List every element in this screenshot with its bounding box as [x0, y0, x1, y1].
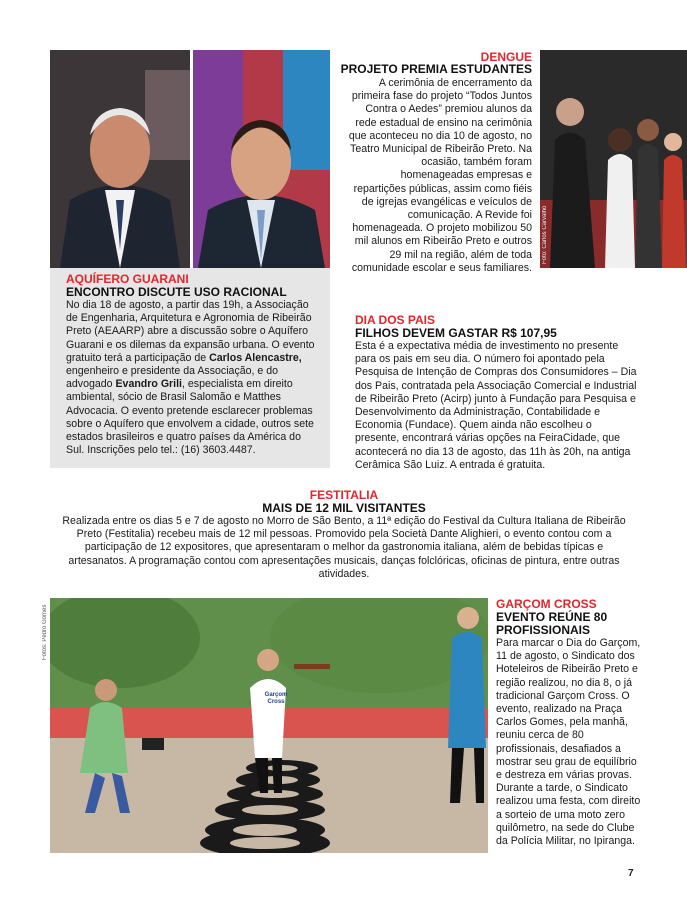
- dengue-kicker: DENGUE: [480, 50, 532, 64]
- dengue-body: A cerimônia de encerramento da primeira fase do projeto “Todos Juntos Contra o Aedes” premiou alunos da rede estadual de ensino na cerimônia que aconteceu no dia 10 de agosto, no Teatro Municipal de Ribeirão Preto. Na ocasião, também foram homenageadas empresas e repartições públicas, assim como fiéis de igrejas evangélicas e veículos de comunicação. A Revide foi homenageada. O projeto mobilizou 50 mil alunos em Ribeirão Preto e outros 29 mil na região, além de toda comunidade escolar e seus familiares.: [348, 77, 532, 274]
- page-number: 7: [628, 868, 634, 879]
- dengue-photo-illustration: [540, 50, 687, 268]
- aquifero-body-part-2: engenheiro e presidente da Associação, e do advogado: [66, 365, 279, 391]
- pais-body: Esta é a expectativa média de investimento no presente para os pais em seu dia. O número foi apontado pela Pesquisa de Intenção de Compras dos Consumidores – Dia dos Pais, contratada pela Associação Comercial e Industrial de Ribeirão Preto (Acirp) junto à Fundação para Pesquisa e Desenvolvimento da Administração, Contabilidade e Economia (Fundace). Quem ainda não escolheu o presente, encontrará várias opções na FeiraCidade, que acontecerá no dia 13 de agosto, das 11h às 20h, na antiga Cerâmica São Luiz. A entrada é gratuita.: [355, 340, 637, 471]
- garcom-photo-illustration: [50, 598, 488, 853]
- pais-headline: FILHOS DEVEM GASTAR R$ 107,95: [355, 326, 557, 340]
- dengue-headline: PROJETO PREMIA ESTUDANTES: [340, 62, 532, 76]
- dengue-photo-credit: Foto: Carlos Carvalho: [542, 205, 548, 264]
- aquifero-headline: ENCONTRO DISCUTE USO RACIONAL: [66, 285, 287, 299]
- festitalia-body: Realizada entre os dias 5 e 7 de agosto no Morro de São Bento, a 11ª edição do Festival da Cultura Italiana de Ribeirão Preto (Festitalia) recebeu mais de 12 mil pessoas. Promovido pela Società Dante Alighieri, o evento contou com a participação de 12 expositores, que apresentaram o melhor da gastronomia italiana, além de bebidas típicas e artesanatos. A programação contou com apresentações musicais, danças folclóricas, oficinas de pintura, entre outras atividades.: [62, 515, 626, 580]
- garcom-headline-1: EVENTO REÚNE 80: [496, 610, 608, 624]
- aquifero-body-part-1: No dia 18 de agosto, a partir das 19h, a Associação de Engenharia, Arquitetura e Agronomia de Ribeirão Preto (AEAARP) abre a discussão sobre o Aquífero Guarani e os dilemas da expansão urbana. O evento gratuito terá a participação de: [66, 299, 315, 364]
- aquifero-name-2: Evandro Grili: [115, 378, 183, 391]
- festitalia-kicker: FESTITALIA: [309, 488, 379, 502]
- festitalia-headline: MAIS DE 12 MIL VISITANTES: [262, 501, 426, 515]
- portrait-left-illustration: [50, 50, 190, 268]
- photo-garcom-cross: [50, 598, 488, 853]
- aquifero-body-part-3: , especialista em direito ambiental, sócio de Brasil Salomão e Matthes Advocacia. O evento pretende esclarecer problemas sobre o Aquífero que envolvem a cidade, outros sete estados brasileiros e quatro países da América do Sul. Inscrições pelo tel.: (16) 3603.4487.: [66, 378, 314, 457]
- aquifero-name-1: Carlos Alencastre,: [209, 351, 302, 364]
- garcom-shirt-text: Garçom Cross: [264, 692, 288, 705]
- portrait-right-illustration: [193, 50, 330, 268]
- photo-carlos-alencastre: [50, 50, 190, 268]
- photo-evandro-grili: [193, 50, 330, 268]
- aquifero-body: [66, 299, 317, 457]
- garcom-headline-2: PROFISSIONAIS: [496, 623, 591, 637]
- aquifero-kicker: AQUÍFERO GUARANI: [66, 272, 189, 286]
- garcom-kicker: GARÇOM CROSS: [496, 597, 597, 611]
- pais-kicker: DIA DOS PAIS: [355, 313, 436, 327]
- garcom-photo-credit: Fotos: Pedro Gomes: [42, 604, 48, 660]
- garcom-body: Para marcar o Dia do Garçom, 11 de agosto, o Sindicato dos Hoteleiros de Ribeirão Preto e região realizou, no dia 8, o já tradicional Garçom Cross. O evento, realizado na Praça Carlos Gomes, pela manhã, reuniu cerca de 80 profissionais, desafiados a mostrar seu grau de equilíbrio e destreza em várias provas. Durante a tarde, o Sindicato realizou uma festa, com direito a sorteio de uma moto zero quilômetro, na sede do Clube da Polícia Militar, no Ipiranga.: [496, 637, 641, 848]
- photo-dengue-ceremony: [540, 50, 687, 268]
